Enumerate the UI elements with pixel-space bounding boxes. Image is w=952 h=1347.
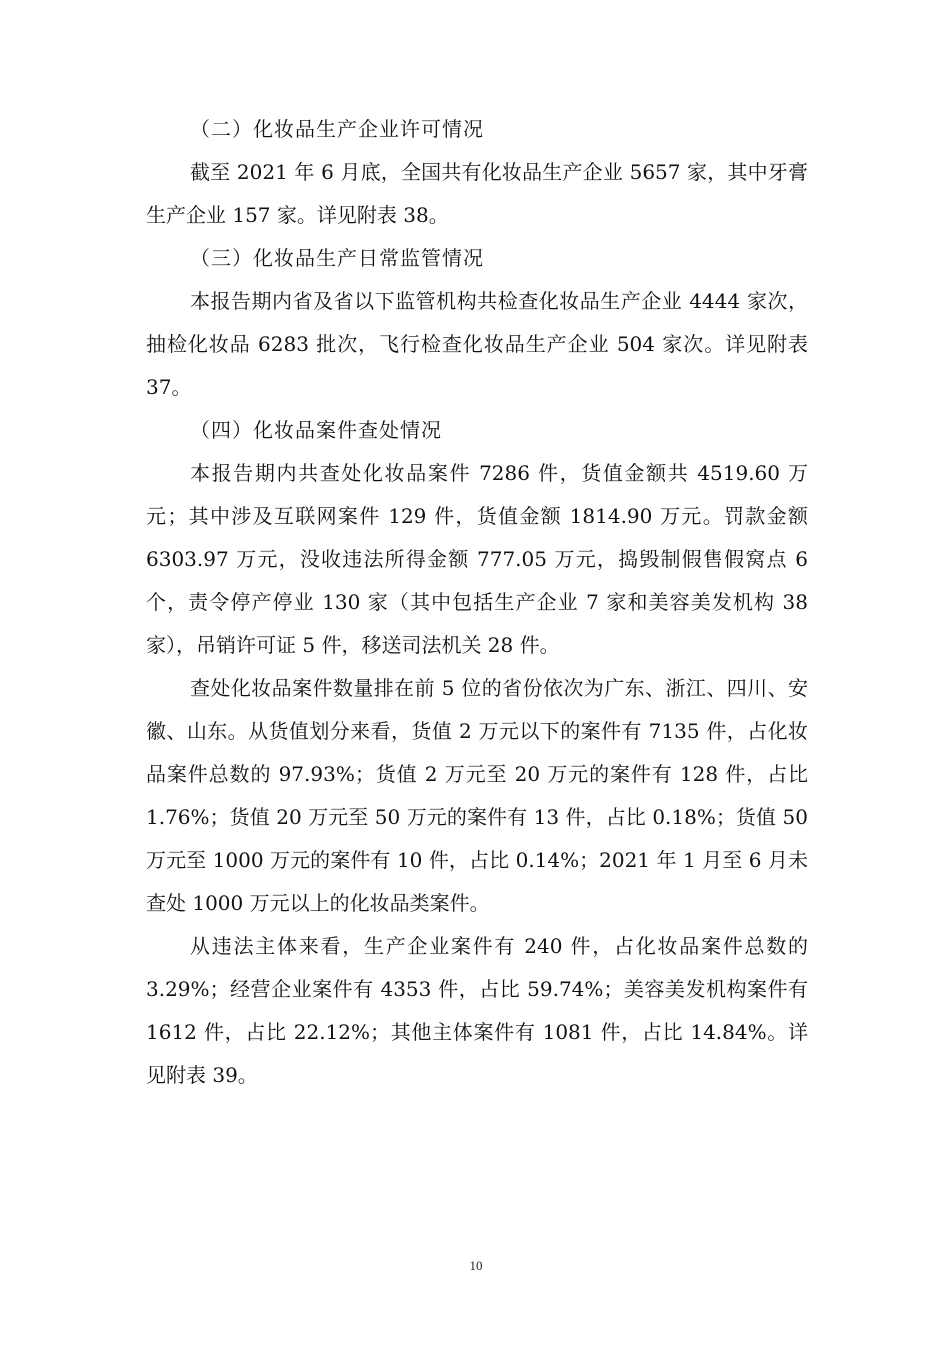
- paragraph: 本报告期内省及省以下监管机构共检查化妆品生产企业 4444 家次，抽检化妆品 6283 批次，飞行检查化妆品生产企业 504 家次。详见附表 37。: [146, 289, 808, 399]
- section-2: [146, 108, 808, 237]
- paragraph: 截至 2021 年 6 月底，全国共有化妆品生产企业 5657 家，其中牙膏生产企业 157 家。详见附表 38。: [146, 160, 808, 227]
- paragraph: 查处化妆品案件数量排在前 5 位的省份依次为广东、浙江、四川、安徽、山东。从货值划分来看，货值 2 万元以下的案件有 7135 件，占化妆品案件总数的 97.93%；货值 2 万元至 20 万元的案件有 128 件，占比 1.76%；货值 20 万元至 50 万元的案件有 13 件，占比 0.18%；货值 50 万元至 1000 万元的案件有 10 件，占比 0.14%；2021 年 1 月至 6 月未查处 1000 万元以上的化妆品类案件。: [146, 676, 808, 915]
- section-heading: （三）化妆品生产日常监管情况: [190, 246, 484, 270]
- section-heading: （二）化妆品生产企业许可情况: [190, 117, 484, 141]
- page-number: 10: [469, 1258, 483, 1273]
- section-3: [146, 237, 808, 409]
- paragraph: 从违法主体来看，生产企业案件有 240 件，占化妆品案件总数的 3.29%；经营企业案件有 4353 件，占比 59.74%；美容美发机构案件有 1612 件，占比 22.12%；其他主体案件有 1081 件，占比 14.84%。详见附表 39。: [146, 934, 808, 1087]
- document-body: [146, 108, 808, 1097]
- paragraph: 本报告期内共查处化妆品案件 7286 件，货值金额共 4519.60 万元；其中涉及互联网案件 129 件，货值金额 1814.90 万元。罚款金额 6303.97 万元，没收违法所得金额 777.05 万元，捣毁制假售假窝点 6 个，责令停产停业 130 家（其中包括生产企业 7 家和美容美发机构 38 家），吊销许可证 5 件，移送司法机关 28 件。: [146, 461, 808, 657]
- section-4: [146, 409, 808, 1097]
- section-heading: （四）化妆品案件查处情况: [190, 418, 442, 442]
